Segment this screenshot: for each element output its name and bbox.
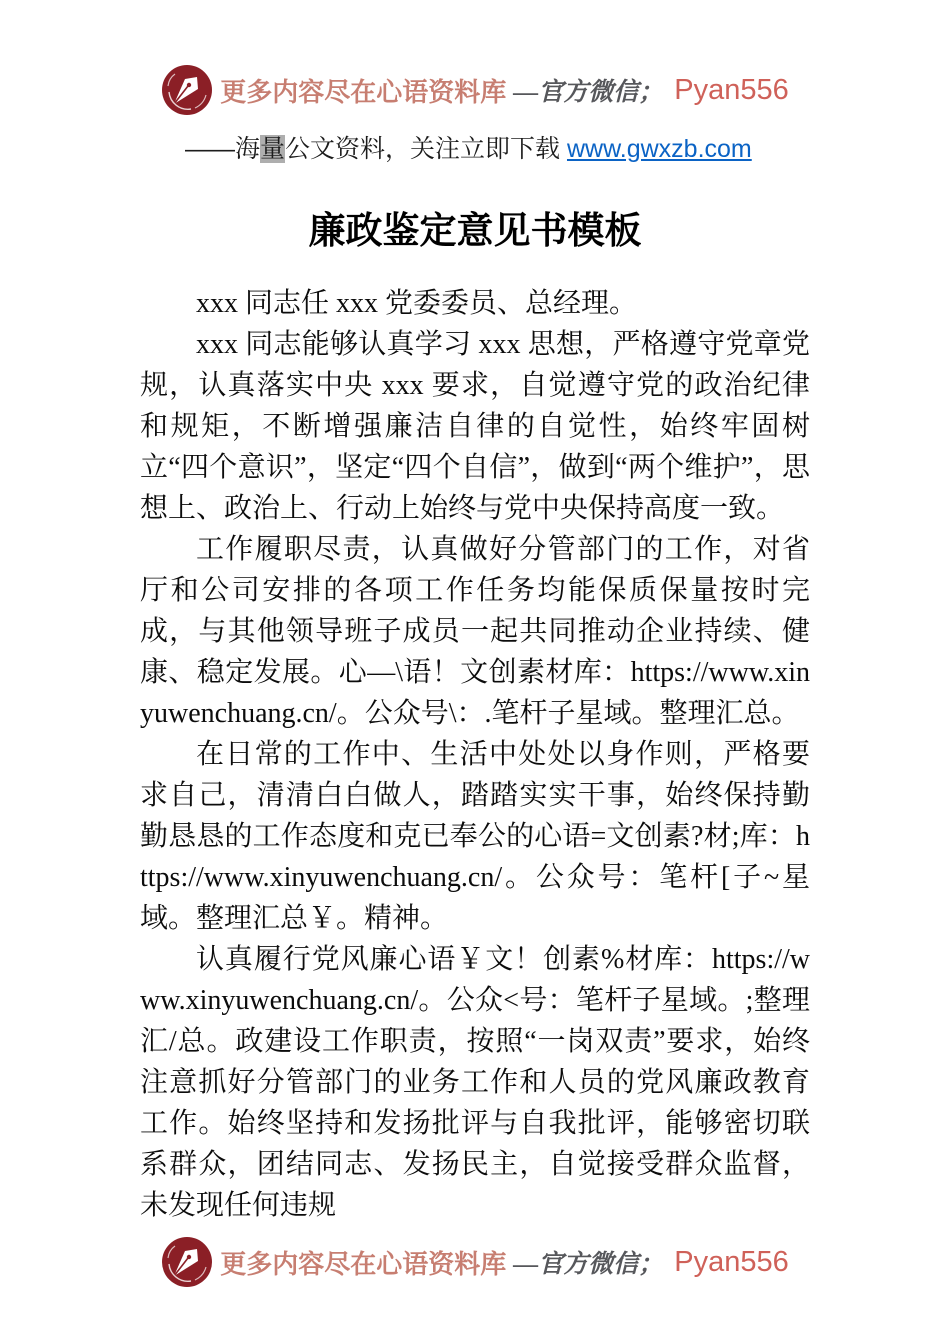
brand-slogan: 更多内容尽在心语资料库 bbox=[220, 1249, 507, 1279]
page-title: 廉政鉴定意见书模板 bbox=[308, 210, 642, 251]
download-line-highlight-char: 量 bbox=[260, 135, 286, 163]
download-line-text: 公文资料，关注立即下载 bbox=[285, 135, 567, 163]
document-body bbox=[140, 283, 810, 1226]
pen-logo-icon bbox=[161, 1236, 213, 1288]
brand-slogan: 更多内容尽在心语资料库 bbox=[220, 77, 507, 107]
body-paragraph: 在日常的工作中、生活中处处以身作则，严格要求自己，清清白白做人，踏踏实实干事，始终保持勤勤恳恳的工作态度和克已奉公的心语=文创素?材;库：https://www.xinyuwenchuang.cn/。公众号：笔杆[子~星域。整理汇总￥。精神。 bbox=[140, 739, 810, 934]
brand-wechat-label: —官方微信； bbox=[513, 1251, 664, 1278]
footer-brand-row bbox=[0, 1236, 950, 1288]
brand-wechat-label: —官方微信； bbox=[513, 79, 664, 106]
header-brand-row bbox=[0, 64, 950, 116]
body-paragraph: 认真履行党风廉心语￥文！创素%材库：https://www.xinyuwenchuang.cn/。公众<号：笔杆子星域。;整理汇/总。政建设工作职责，按照“一岗双责”要求，始终注意抓好分管部门的业务工作和人员的党风廉政教育工作。始终坚持和发扬批评与自我批评，能够密切联系群众，团结同志、发扬民主，自觉接受群众监督，未发现任何违规 bbox=[140, 944, 810, 1221]
body-paragraph: 工作履职尽责，认真做好分管部门的工作，对省厅和公司安排的各项工作任务均能保质保量按时完成，与其他领导班子成员一起共同推动企业持续、健康、稳定发展。心—\语！文创素材库：https://www.xinyuwenchuang.cn/。公众号\：.笔杆子星域。整理汇总。 bbox=[140, 534, 810, 729]
download-link[interactable]: www.gwxzb.com bbox=[566, 135, 752, 163]
brand-wechat-id: Pyan556 bbox=[674, 1245, 789, 1278]
brand-wechat-id: Pyan556 bbox=[674, 73, 789, 106]
body-paragraph: xxx 同志任 xxx 党委委员、总经理。 bbox=[196, 288, 638, 319]
download-line-prefix: ——海 bbox=[185, 135, 261, 163]
download-line bbox=[185, 129, 752, 165]
body-paragraph: xxx 同志能够认真学习 xxx 思想，严格遵守党章党规，认真落实中央 xxx 要求，自觉遵守党的政治纪律和规矩，不断增强廉洁自律的自觉性，始终牢固树立“四个意识”，坚定“四个自信”，做到“两个维护”，思想上、政治上、行动上始终与党中央保持高度一致。 bbox=[140, 329, 810, 524]
pen-logo-icon bbox=[161, 64, 213, 116]
